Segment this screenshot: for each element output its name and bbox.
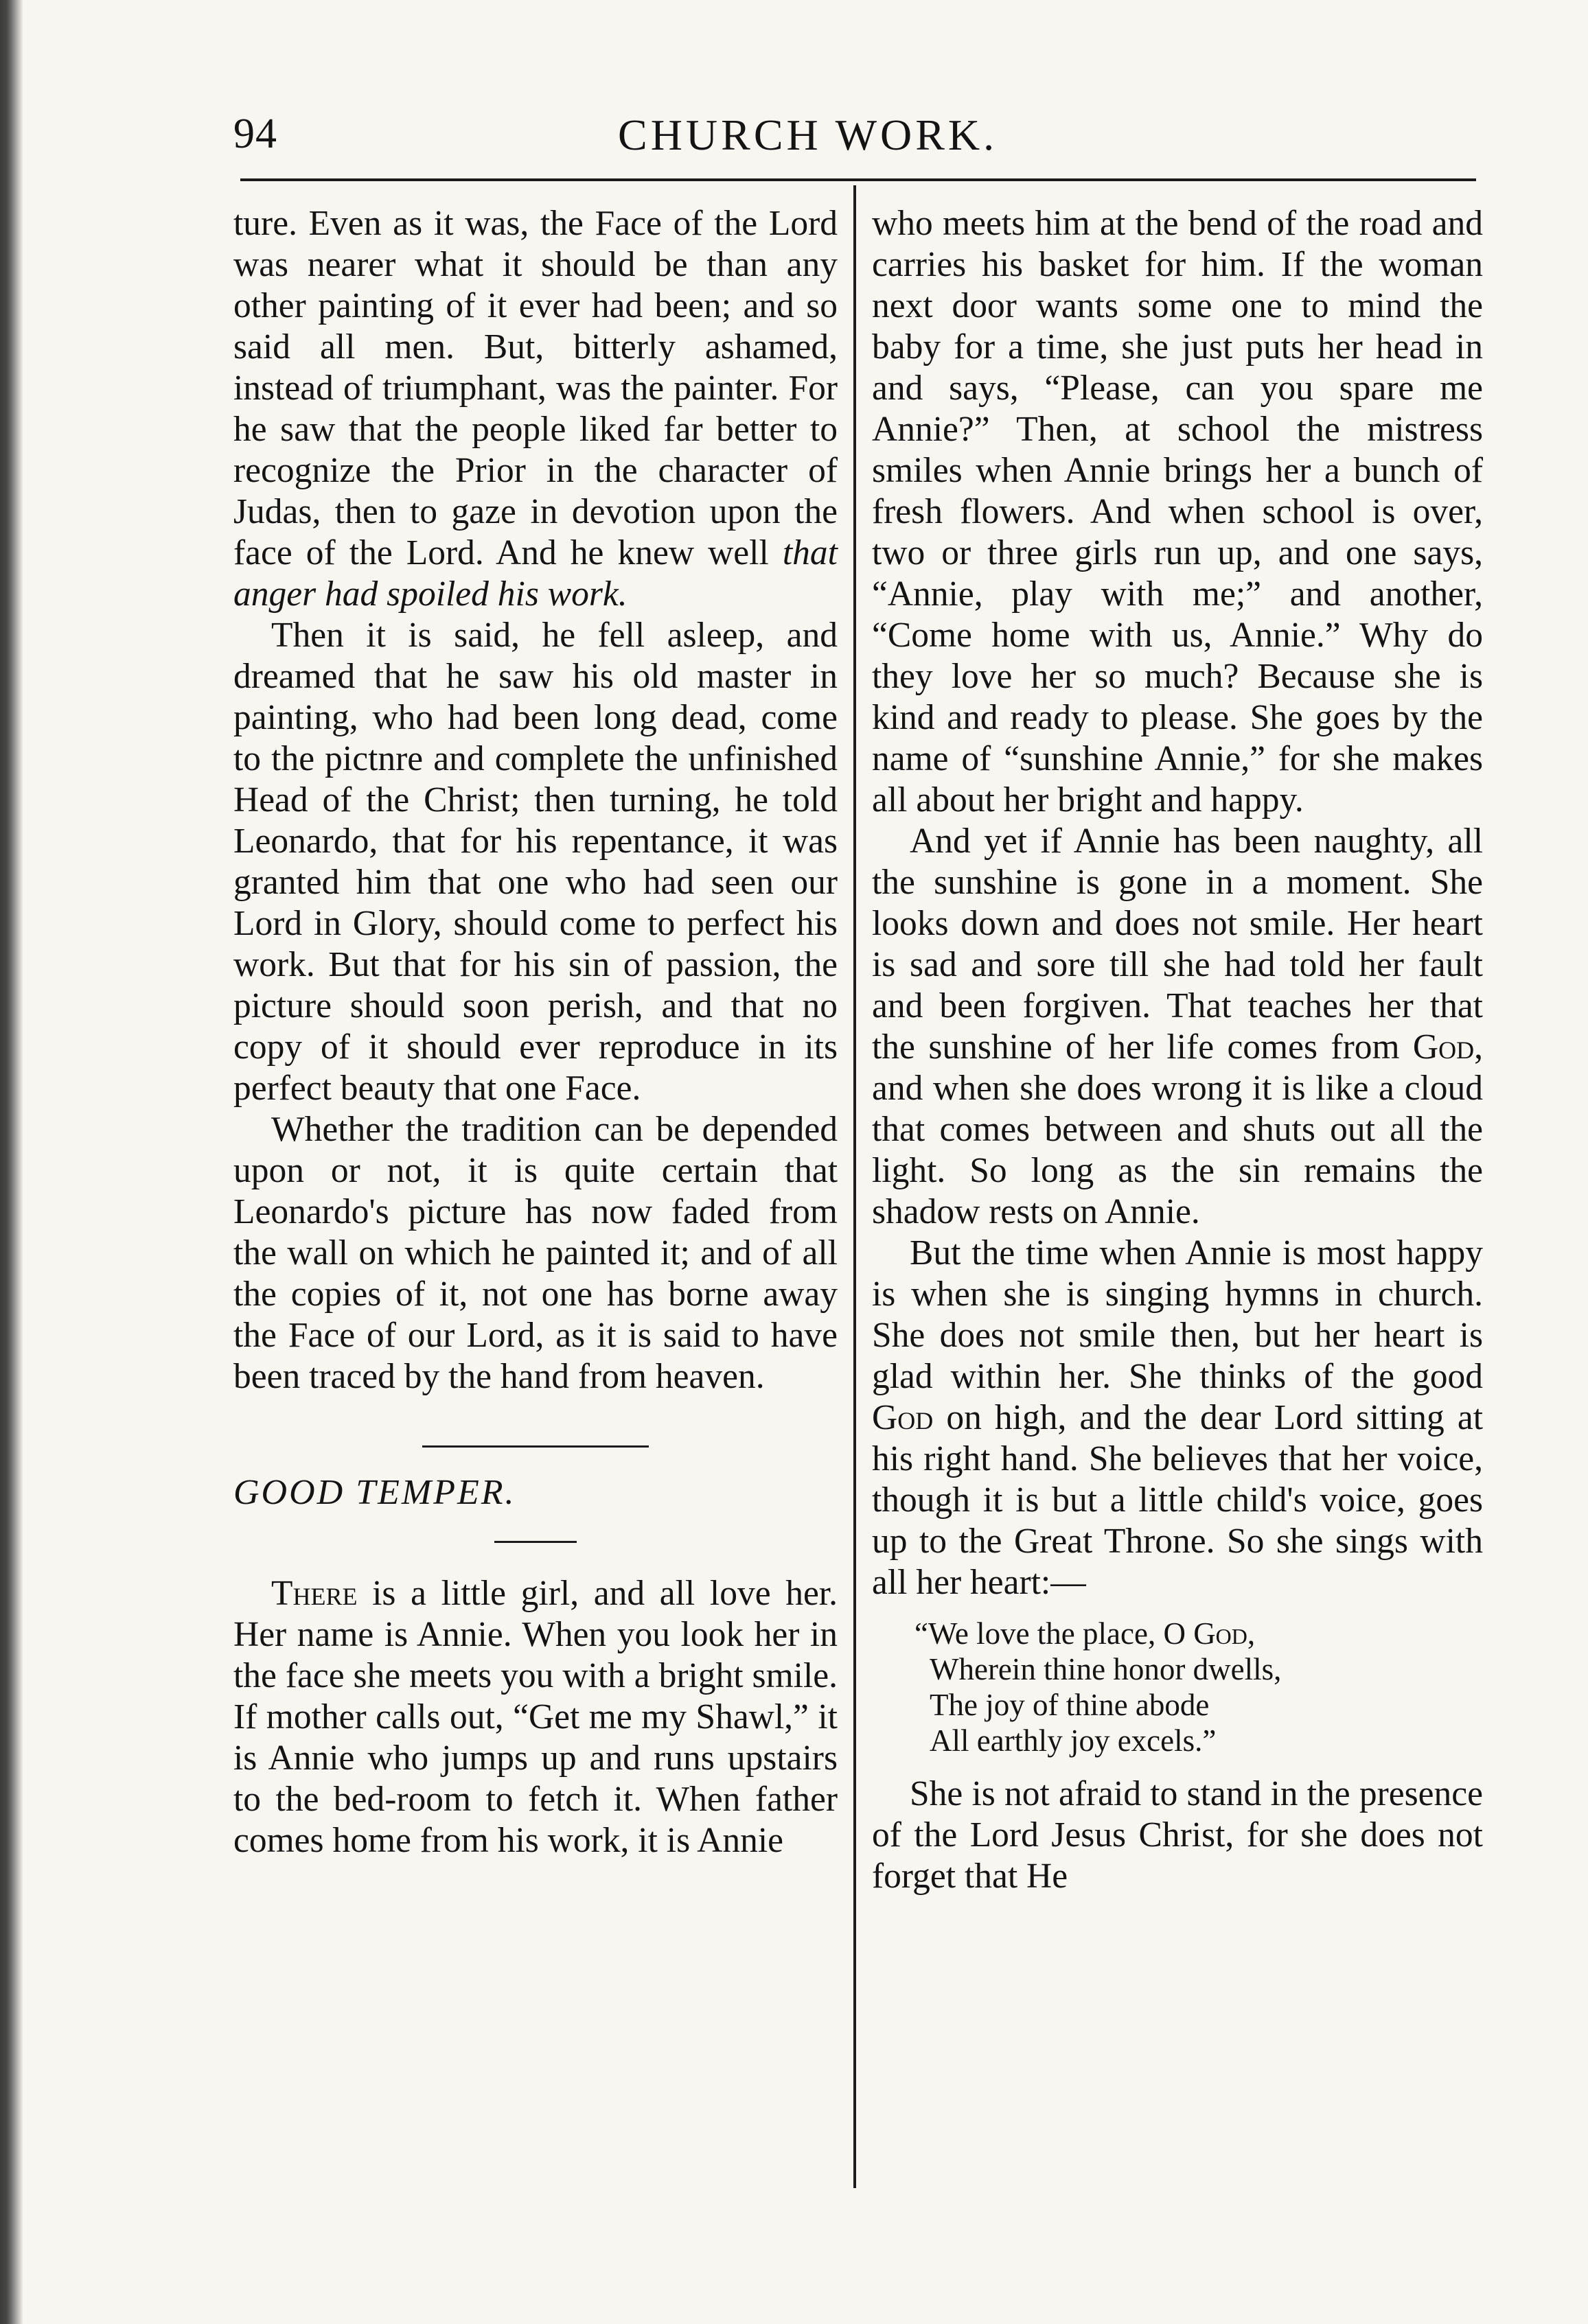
paragraph-text: But the time when Annie is most happy is when she is singing hymns in church. She does not smile then, but her heart is glad within her. She thinks of the good bbox=[872, 1233, 1483, 1396]
page-header bbox=[233, 103, 1483, 178]
running-title: CHURCH WORK. bbox=[618, 111, 998, 159]
column-divider bbox=[853, 185, 856, 2188]
paragraph-dream: Then it is said, he fell asleep, and dreamed that he saw his old master in painting, who had been long dead, come to the pictnre and complete the unfinished Head of the Christ; then turning, he told Leonardo, that for his repentance, it was granted him that one who had seen our Lord in Glory, should come to perfect his work. But that for his sin of passion, the picture should soon perish, and that no copy of it should ever reproduce in its perfect beauty that one Face. bbox=[233, 616, 838, 1108]
hymn-text: , bbox=[1247, 1616, 1256, 1651]
lead-word: There bbox=[271, 1574, 358, 1613]
paragraph-text: , and when she does wrong it is like a cloud that comes between and shuts out all the light. So long as the sin remains the shadow rests on Annie. bbox=[872, 1027, 1483, 1231]
hymn-line: Wherein thine honor dwells, bbox=[930, 1652, 1282, 1686]
paragraph-singing bbox=[872, 1233, 1483, 1603]
paragraph-naughty bbox=[872, 821, 1483, 1233]
paragraph-not-afraid: She is not afraid to stand in the presence of the Lord Jesus Christ, for she does not forget that He bbox=[872, 1774, 1483, 1896]
header-rule bbox=[240, 178, 1476, 181]
section-title: GOOD TEMPER. bbox=[233, 1473, 516, 1512]
paragraph-text: ture. Even as it was, the Face of the Lord was nearer what it should be than any other painting of it ever had been; and so said all men. But, bitterly ashamed, instead of triumphant, was the painter. For he saw that the people liked far better to recognize the Prior in the character of Judas, then to gaze in devotion upon the face of the Lord. And he knew well bbox=[233, 204, 838, 572]
small-caps-god: God bbox=[1193, 1616, 1247, 1651]
small-caps-god: God bbox=[1412, 1027, 1475, 1067]
paragraph-text: is a little girl, and all love her. Her name is Annie. When you look her in the face she meets you with a bright smile. If mother calls out, “Get me my Shawl,” it is Annie who jumps up and runs upstairs to the bed-room to fetch it. When father comes home from his work, it is Annie bbox=[233, 1574, 838, 1860]
hymn-line: All earthly joy excels.” bbox=[930, 1723, 1217, 1758]
hymn-line: The joy of thine abode bbox=[930, 1688, 1210, 1722]
right-column bbox=[872, 203, 1483, 1897]
paragraph-continuation-right: who meets him at the bend of the road and carries his basket for him. If the woman next door wants some one to mind the baby for a time, she just puts her head in and says, “Please, can you spare me Annie?” Then, at school the mistress smiles when Annie brings her a bunch of fresh flowers. And when school is over, two or three girls run up, and one says, “Annie, play with me;” and another, “Come home with us, Annie.” Why do they love her so much? Because she is kind and ready to please. She goes by the name of “sunshine Annie,” for she makes all about her bright and happy. bbox=[872, 204, 1483, 820]
hymn-verse bbox=[914, 1616, 1483, 1758]
small-caps-god: God bbox=[872, 1398, 934, 1437]
paragraph-good-temper-intro bbox=[233, 1573, 838, 1861]
paragraph-text: And yet if Annie has been naughty, all the sunshine is gone in a moment. She looks down and does not smile. Her heart is sad and sore till she had told her fault and been forgiven. That teaches her that the sunshine of her life comes from bbox=[872, 822, 1483, 1067]
hymn-text: “We love the place, O bbox=[914, 1616, 1194, 1651]
hymn-line bbox=[914, 1616, 1483, 1651]
paragraph-tradition: Whether the tradition can be depended upon or not, it is quite certain that Leonardo's picture has now faded from the wall on which he painted it; and of all the copies of it, not one has borne away the Face of our Lord, as it is said to have been traced by the hand from heaven. bbox=[233, 1110, 838, 1396]
page-binding-edge bbox=[0, 0, 23, 2324]
page-number: 94 bbox=[233, 111, 277, 157]
paragraph-text: on high, and the dear Lord sitting at his right hand. She believes that her voice, though it is but a little child's voice, goes up to the Great Throne. So she sings with all her heart:— bbox=[872, 1398, 1483, 1602]
paragraph-continuation bbox=[233, 203, 838, 615]
left-column bbox=[233, 203, 838, 1861]
italic-phrase: that anger had spoiled his work. bbox=[233, 533, 838, 614]
